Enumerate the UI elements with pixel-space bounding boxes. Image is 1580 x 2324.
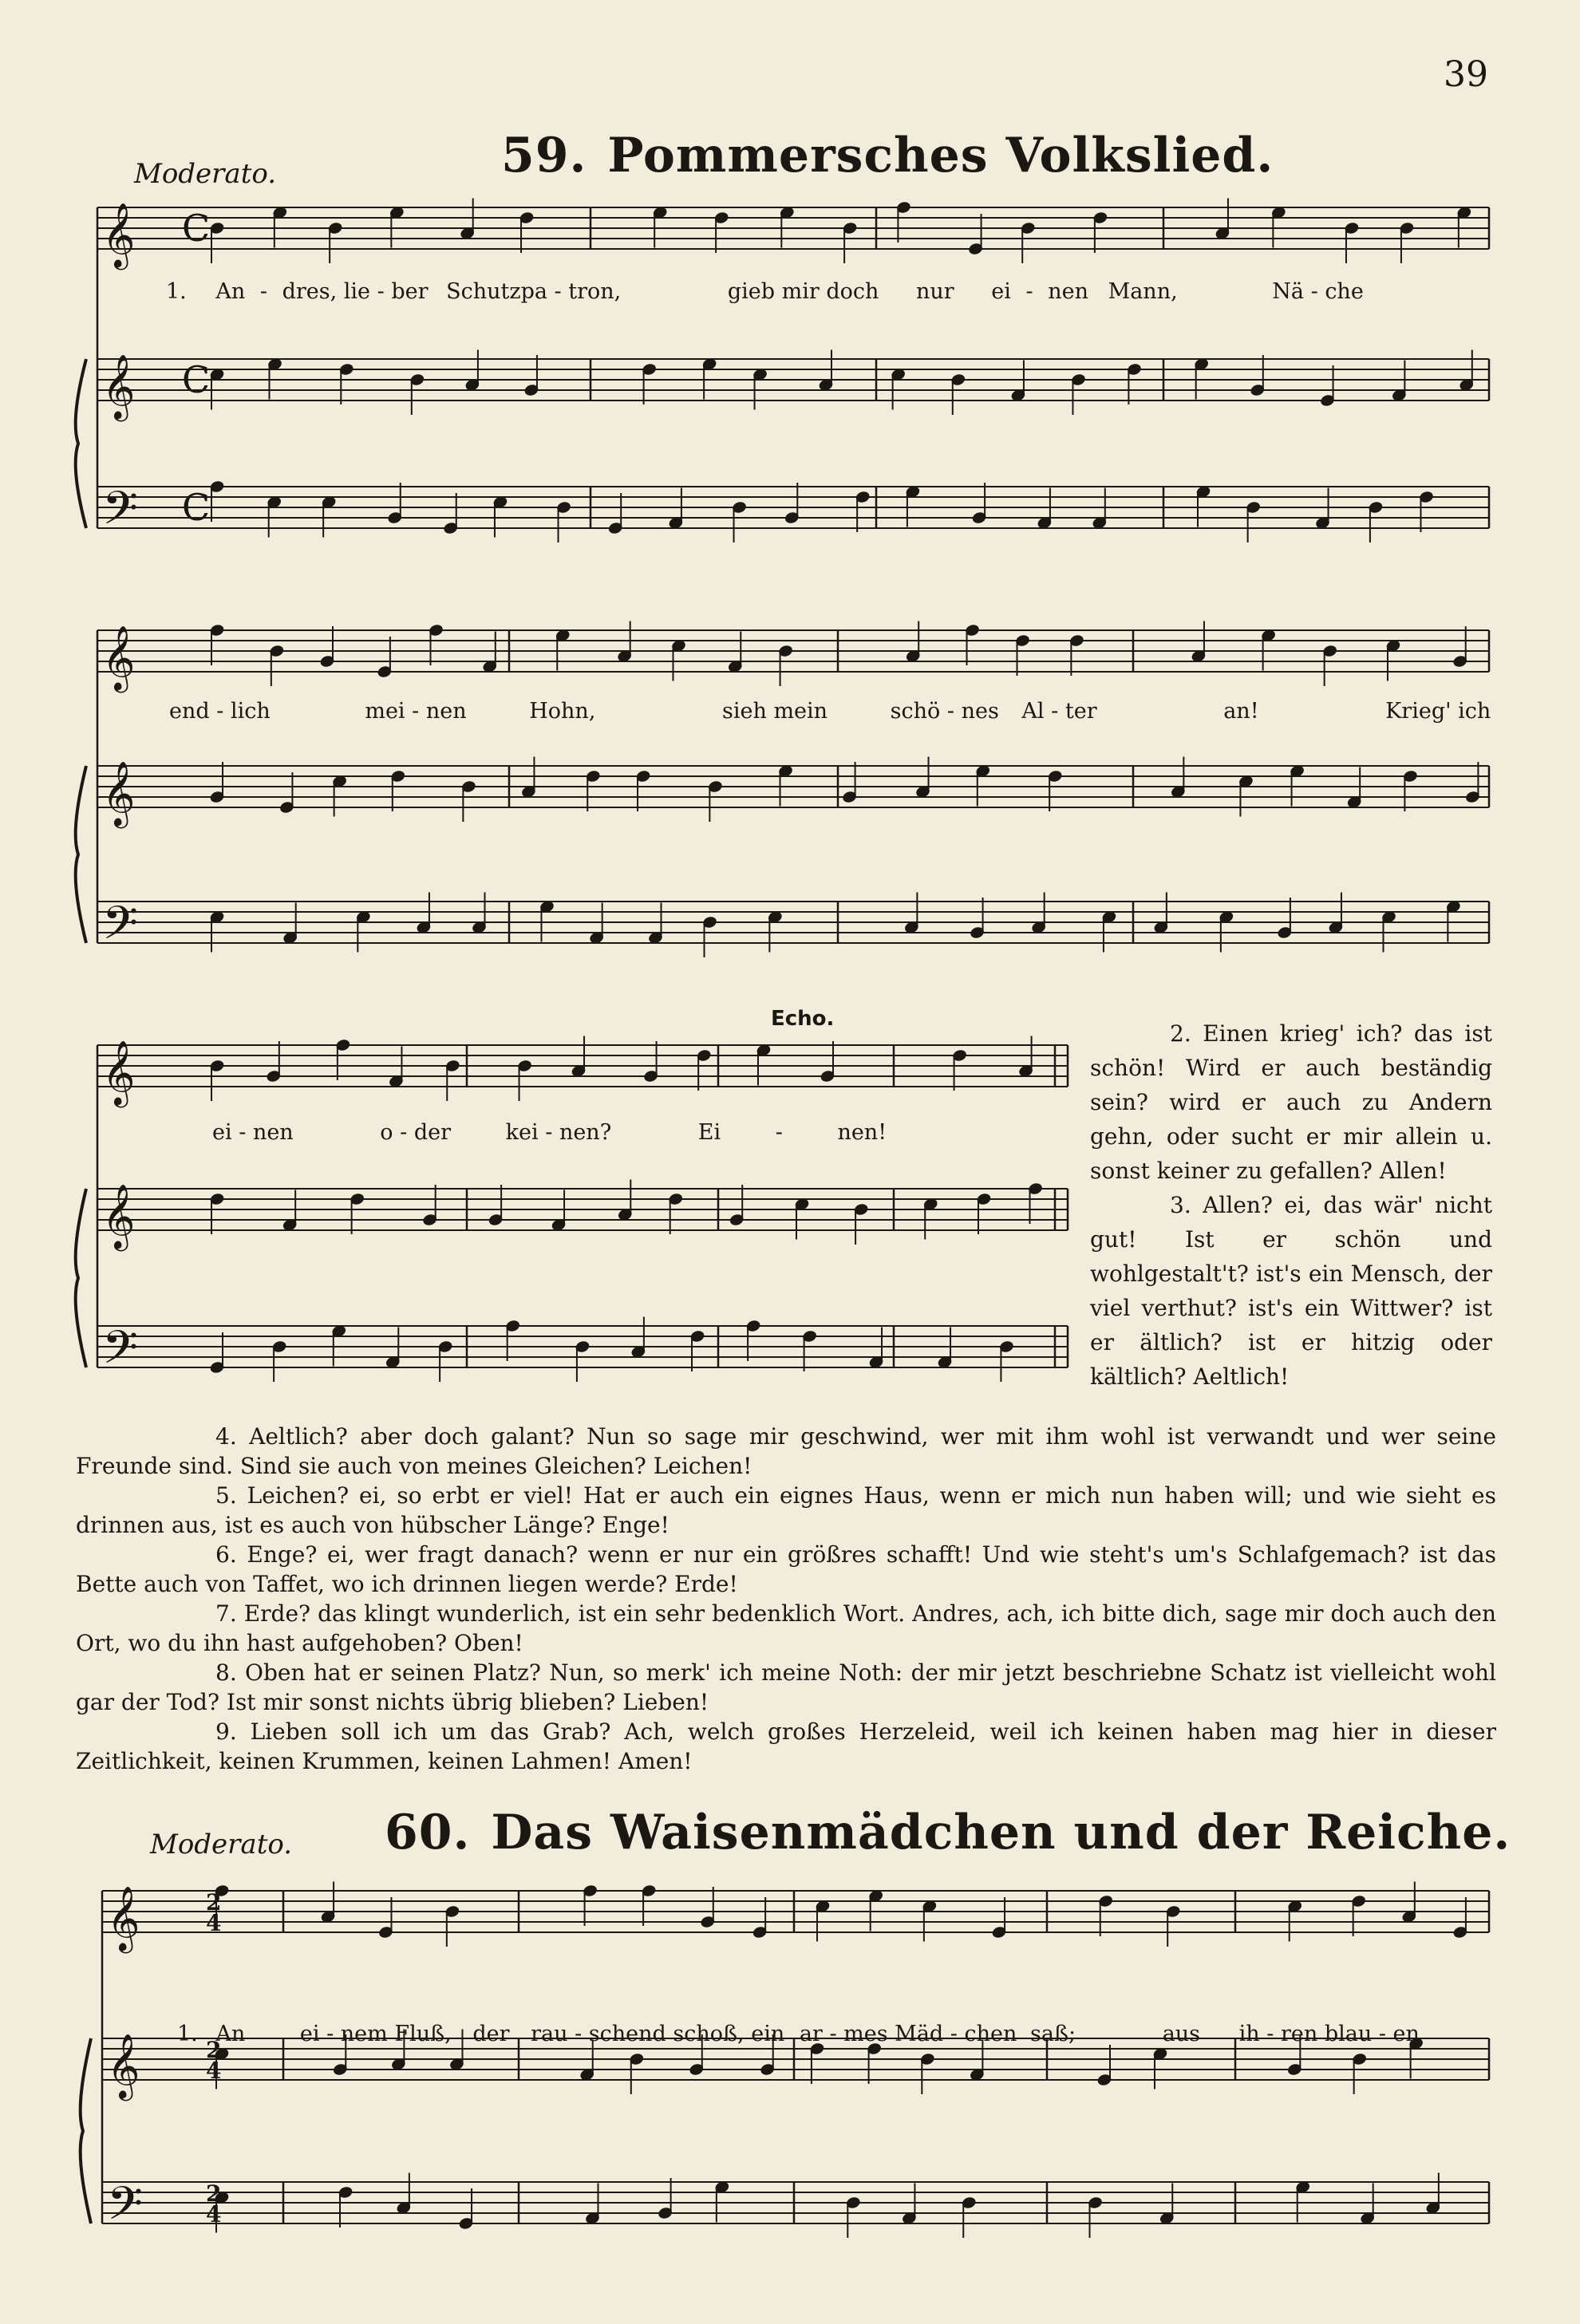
- svg-text:𝄞: 𝄞: [102, 625, 136, 690]
- lyric-syllable: nen?: [559, 1120, 612, 1145]
- svg-text:𝄢: 𝄢: [102, 896, 139, 961]
- lyric-syllable: ter: [1065, 699, 1097, 724]
- lyric-syllable: tron,: [568, 279, 622, 304]
- svg-text:𝄞: 𝄞: [107, 2033, 140, 2098]
- tempo-marking-59: Moderato.: [134, 158, 277, 190]
- lyric-syllable: -: [326, 2022, 334, 2046]
- lyric-syllable: -: [1378, 2022, 1386, 2046]
- lyric-syllable: -: [1310, 279, 1318, 304]
- song-60-heading: [385, 1805, 1511, 1860]
- lyric-syllable: schö: [890, 699, 941, 724]
- lyric-syllable: nur: [915, 279, 954, 304]
- lyric-syllable: dres,: [282, 279, 338, 304]
- svg-text:4: 4: [206, 2201, 222, 2227]
- lyric-syllable: -: [377, 279, 385, 304]
- lyric-syllable: o: [380, 1120, 393, 1145]
- svg-text:4: 4: [206, 2058, 222, 2084]
- verse-7: 7. Erde? das klingt wunderlich, ist ein sehr bedenklich Wort. Andres, ach, ich bitte dich, sage mir doch auch den Ort, wo du ihn hast aufgehoben? Oben!: [76, 1600, 1496, 1656]
- lyric-syllable: -: [412, 699, 420, 724]
- lyric-syllable: -: [554, 279, 562, 304]
- lyric-syllable: rau: [531, 2022, 568, 2046]
- lyric-line-59-1: [166, 279, 1364, 304]
- side-verses: [1090, 1016, 1492, 1394]
- verse-8: 8. Oben hat er seinen Platz? Nun, so merk' ich meine Noth: der mir jetzt beschriebne Schatz ist vielleicht wohl gar der Tod? Ist mir sonst nichts übrig blieben? Lieben!: [76, 1659, 1496, 1715]
- lyric-syllable: -: [950, 2022, 958, 2046]
- lyric-syllable: Krieg' ich: [1385, 699, 1491, 724]
- lyric-syllable: -: [1266, 2022, 1274, 2046]
- verses-block: [76, 1422, 1496, 1776]
- lyric-syllable: Nä: [1272, 279, 1304, 304]
- svg-text:𝄢: 𝄢: [102, 1320, 139, 1386]
- svg-text:𝄢: 𝄢: [107, 2176, 144, 2242]
- lyric-syllable: -: [239, 1120, 247, 1145]
- lyric-syllable: an!: [1223, 699, 1259, 724]
- lyric-syllable: ber: [391, 279, 429, 304]
- song-60-title: Das Waisenmädchen und der Reiche.: [491, 1805, 1511, 1860]
- lyric-syllable: -: [545, 1120, 553, 1145]
- lyric-syllable: schend schoß, ein: [588, 2022, 785, 2046]
- lyric-syllable: nes: [961, 699, 999, 724]
- lyric-syllable: mes Mäd: [843, 2022, 944, 2046]
- lyric-syllable: lich: [230, 699, 271, 724]
- lyric-syllable: kei: [505, 1120, 539, 1145]
- song-59-title: Pommersches Volkslied.: [607, 128, 1274, 183]
- lyric-syllable: mei: [365, 699, 405, 724]
- lyric-syllable: nem Fluß,: [340, 2022, 452, 2046]
- verse-6: 6. Enge? ei, wer fragt danach? wenn er nur ein größres schafft! Und wie steht's um's Schlafgemach? ist das Bette auch von Taffet, wo ich drinnen liegen werde? Erde!: [76, 1541, 1496, 1597]
- lyric-syllable: 1.: [177, 2022, 198, 2046]
- lyric-syllable: -: [946, 699, 954, 724]
- verse-5: 5. Leichen? ei, so erbt er viel! Hat er auch ein eignes Haus, wenn er mich nun haben will; und wie sieht es drinnen aus, ist es auch von hübscher Länge? Enge!: [76, 1482, 1496, 1538]
- lyric-syllable: end: [169, 699, 210, 724]
- svg-text:C: C: [182, 358, 211, 401]
- svg-text:C: C: [182, 207, 211, 250]
- song-60-number: 60.: [385, 1805, 471, 1860]
- svg-text:𝄢: 𝄢: [102, 481, 139, 546]
- lyric-syllable: -: [216, 699, 224, 724]
- svg-text:𝄞: 𝄞: [102, 1183, 136, 1249]
- svg-text:2: 2: [206, 2037, 222, 2063]
- lyric-syllable: Schutzpa: [446, 279, 547, 304]
- svg-text:4: 4: [206, 1910, 222, 1936]
- lyric-syllable: ei: [212, 1120, 232, 1145]
- lyric-line-59-2: [169, 699, 1491, 724]
- lyric-syllable: ei: [991, 279, 1011, 304]
- lyric-syllable: -: [829, 2022, 837, 2046]
- svg-text:2: 2: [206, 1889, 222, 1916]
- lyric-syllable: der: [472, 2022, 510, 2046]
- lyric-syllable: nen: [425, 699, 467, 724]
- tempo-marking-60: Moderato.: [150, 1829, 293, 1860]
- lyric-syllable: -: [1051, 699, 1059, 724]
- verse-3: 3. Allen? ei, das wär' nicht gut! Ist er schön und wohlgestalt't? ist's ein Mensch, der viel verthut? ist's ein Wittwer? ist er ältlich? ist er hitzig oder kältlich? Aeltlich!: [1090, 1192, 1492, 1390]
- lyric-syllable: ar: [799, 2022, 823, 2046]
- lyric-syllable: che: [1325, 279, 1364, 304]
- lyric-syllable: aus: [1162, 2022, 1201, 2046]
- lyric-syllable: gieb mir doch: [727, 279, 879, 304]
- lyric-syllable: nen: [252, 1120, 294, 1145]
- svg-text:𝄞: 𝄞: [102, 353, 136, 419]
- lyric-line-60-1: [177, 2022, 1420, 2046]
- lyric-line-59-3: [212, 1120, 887, 1145]
- lyric-syllable: sieh mein: [722, 699, 828, 724]
- lyric-syllable: ren blau: [1280, 2022, 1373, 2046]
- lyric-syllable: en: [1392, 2022, 1420, 2046]
- page-number: 39: [1444, 54, 1488, 95]
- lyric-syllable: chen: [964, 2022, 1017, 2046]
- lyric-syllable: nen!: [837, 1120, 887, 1145]
- lyric-syllable: Ei: [697, 1120, 721, 1145]
- lyric-syllable: lie: [343, 279, 371, 304]
- svg-text:𝄞: 𝄞: [107, 1885, 140, 1951]
- lyric-syllable: der: [413, 1120, 452, 1145]
- lyric-syllable: ih: [1238, 2022, 1260, 2046]
- svg-text:𝄞: 𝄞: [102, 202, 136, 267]
- echo-marking: Echo.: [771, 1007, 835, 1031]
- lyric-syllable: nen: [1048, 279, 1088, 304]
- lyric-syllable: Hohn,: [529, 699, 596, 724]
- lyric-syllable: -: [1025, 279, 1033, 304]
- lyric-syllable: An: [215, 2022, 246, 2046]
- verse-2: 2. Einen krieg' ich? das ist schön! Wird er auch beständig sein? wird er auch zu Andern gehn, oder sucht er mir allein u. sonst keiner zu gefallen? Allen!: [1090, 1020, 1492, 1184]
- lyric-syllable: saß;: [1030, 2022, 1076, 2046]
- lyric-syllable: -: [775, 1120, 783, 1145]
- svg-text:𝄞: 𝄞: [102, 760, 136, 826]
- svg-text:2: 2: [206, 2180, 222, 2207]
- svg-text:C: C: [182, 486, 211, 529]
- lyric-syllable: -: [259, 279, 267, 304]
- svg-text:𝄞: 𝄞: [102, 1040, 136, 1105]
- lyric-syllable: Al: [1021, 699, 1045, 724]
- lyric-syllable: An: [215, 279, 246, 304]
- verse-4: 4. Aeltlich? aber doch galant? Nun so sage mir geschwind, wer mit ihm wohl ist verwandt und wer seine Freunde sind. Sind sie auch von meines Gleichen? Leichen!: [76, 1423, 1496, 1479]
- lyric-syllable: -: [400, 1120, 408, 1145]
- song-59-number: 59.: [501, 128, 587, 183]
- lyric-syllable: Mann,: [1108, 279, 1178, 304]
- lyric-syllable: ei: [299, 2022, 320, 2046]
- lyric-syllable: -: [575, 2022, 583, 2046]
- verse-9: 9. Lieben soll ich um das Grab? Ach, welch großes Herzeleid, weil ich keinen haben mag hier in dieser Zeitlichkeit, keinen Krummen, keinen Lahmen! Amen!: [76, 1718, 1496, 1774]
- lyric-syllable: 1.: [166, 279, 187, 304]
